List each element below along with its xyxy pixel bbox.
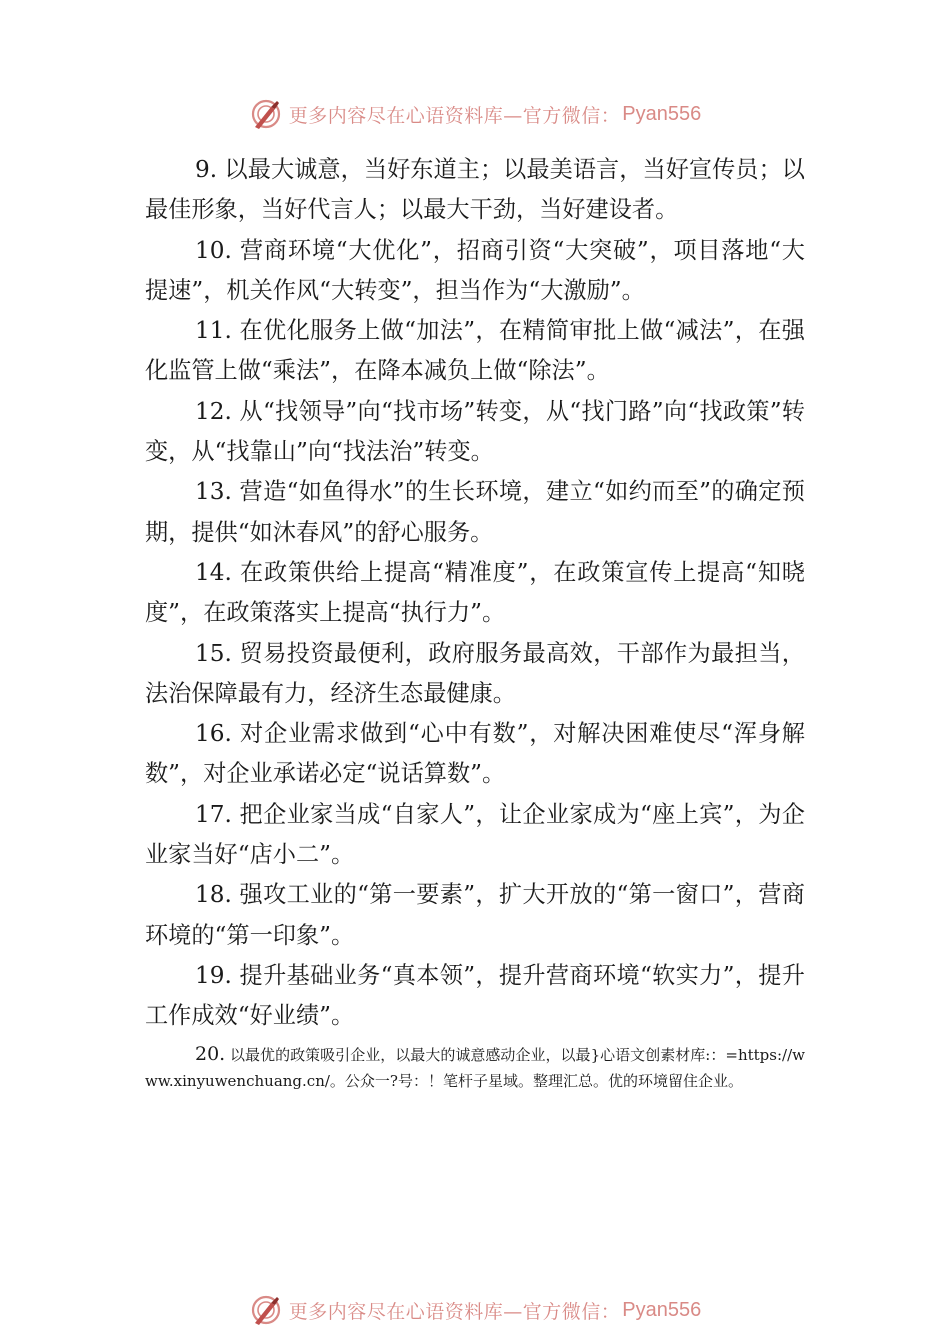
- paragraph-9: 9. 以最大诚意，当好东道主；以最美语言，当好宣传员；以最佳形象，当好代言人；以最大干劲，当好建设者。: [145, 156, 805, 224]
- paragraph-20-text: 以最优的政策吸引企业，以最大的诚意感动企业，以最}心语文创素材库:：=https://www.xinyuwenchuang.cn/。公众一?号：！笔杆子星域。整理汇总。优的环境留住企业。: [145, 1045, 805, 1090]
- paragraph-14: 14. 在政策供给上提高“精准度”，在政策宣传上提高“知晓度”，在政策落实上提高“执行力”。: [145, 558, 805, 627]
- paragraph-16: 16. 对企业需求做到“心中有数”，对解决困难使尽“浑身解数”，对企业承诺必定“说话算数”。: [145, 720, 805, 788]
- wechat-id: Pyan556: [622, 1298, 702, 1321]
- paragraph-18: 18. 强攻工业的“第一要素”，扩大开放的“第一窗口”，营商环境的“第一印象”。: [145, 881, 805, 949]
- paragraph-20: [145, 1041, 805, 1094]
- footer-banner: [0, 1290, 950, 1330]
- paragraph-20-number: 20.: [195, 1042, 226, 1065]
- pen-logo-icon: [249, 1293, 283, 1327]
- paragraph-12: 12. 从“找领导”向“找市场”转变，从“找门路”向“找政策”转变，从“找靠山”向“找法治”转变。: [145, 397, 805, 466]
- pen-logo-icon: [249, 97, 283, 131]
- paragraph-10: 10. 营商环境“大优化”，招商引资“大突破”，项目落地“大提速”，机关作风“大转变”，担当作为“大激励”。: [145, 236, 805, 304]
- paragraph-11: 11. 在优化服务上做“加法”，在精简审批上做“减法”，在强化监管上做“乘法”，在降本减负上做“除法”。: [145, 317, 805, 385]
- paragraph-13: 13. 营造“如鱼得水”的生长环境，建立“如约而至”的确定预期，提供“如沐春风”的舒心服务。: [145, 478, 805, 546]
- banner-text: 更多内容尽在心语资料库—官方微信：: [288, 1300, 621, 1323]
- paragraph-15: 15. 贸易投资最便利，政府服务最高效，干部作为最担当，法治保障最有力，经济生态最健康。: [145, 639, 805, 707]
- header-banner: [0, 94, 950, 134]
- paragraph-17: 17. 把企业家当成“自家人”，让企业家成为“座上宾”，为企业家当好“店小二”。: [145, 800, 805, 869]
- document-body: [145, 150, 805, 1094]
- wechat-id: Pyan556: [622, 102, 702, 125]
- paragraph-19: 19. 提升基础业务“真本领”，提升营商环境“软实力”，提升工作成效“好业绩”。: [145, 961, 805, 1030]
- banner-text: 更多内容尽在心语资料库—官方微信：: [288, 104, 621, 127]
